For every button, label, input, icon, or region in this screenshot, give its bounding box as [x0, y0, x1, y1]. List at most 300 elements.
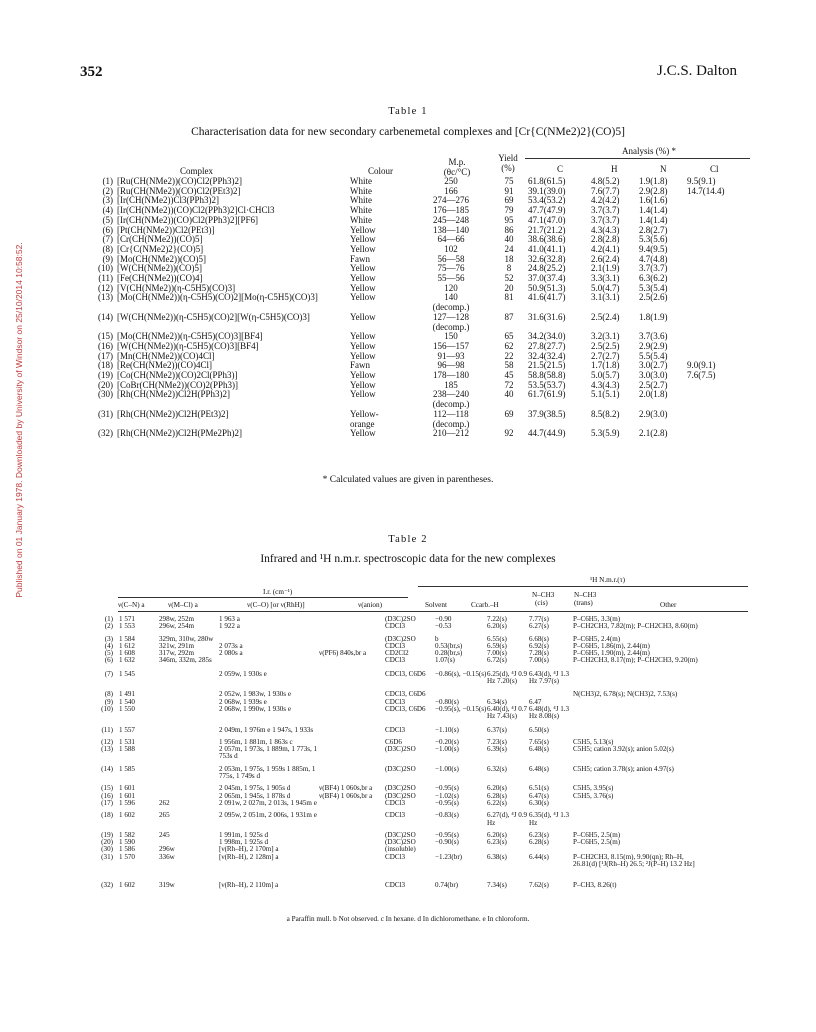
table2-cell-ot: [573, 699, 703, 706]
table1-cell-complex: [117, 410, 350, 429]
table1-cell-text: 3.2(3.1): [591, 331, 620, 342]
table2-cell-text: P–C6H5, 1.90(m), 2.44(m): [573, 649, 650, 658]
table2-cell-text: −0.90: [435, 615, 452, 623]
table1-cell-text: Yellow-: [350, 408, 379, 419]
table1-cell-text: 3.7(3.7): [639, 263, 668, 274]
table1-cell-text: 41.0(41.1): [528, 243, 566, 254]
table2-cell-text: 2 068w, 1 990w, 1 930s e: [219, 704, 291, 713]
nmr-header: ¹H N.m.r.(τ): [590, 576, 625, 584]
nch3-trans-header: N–CH3: [574, 591, 597, 599]
table1-cell-cl: [687, 264, 737, 274]
table1-cell-text: 20: [504, 282, 514, 293]
table1-cell-text: 7.6(7.7): [591, 185, 620, 196]
table2-cell-ot: [573, 623, 703, 630]
table2-cell-text: 7.00(s): [487, 649, 507, 658]
table2-cell-ot: [573, 746, 703, 761]
table2-cell-text: (D3C)2SO: [385, 615, 416, 623]
table1-cell-text: (6): [102, 224, 113, 235]
table1-cell-text: 53.4(53.2): [528, 195, 566, 206]
table1: [85, 177, 737, 439]
table2-row: [85, 807, 703, 827]
table2-cell-an: [319, 734, 385, 746]
table1-cell-mp: [412, 410, 490, 429]
table1-cell-cl: [687, 371, 737, 381]
n-header: N: [660, 164, 667, 174]
table2-cell-cn: [119, 761, 159, 781]
table1-cell-text: [Cr(CH(NMe2))(CO)5]: [117, 234, 203, 245]
table1-cell-text: 150: [444, 331, 458, 342]
table2-cell-co: [219, 665, 319, 686]
table1-cell-text: 41.6(41.7): [528, 292, 566, 303]
table1-cell-text: 22: [504, 350, 514, 361]
table2-cell-text: 6.39(s): [487, 745, 507, 754]
table1-cell-text: White: [350, 205, 372, 216]
table1-cell-text: (12): [98, 282, 113, 293]
table1-cell-text: 79: [504, 205, 514, 216]
table2-cell-text: 265: [159, 811, 170, 820]
table2-cell-cis: [487, 868, 529, 889]
table2-cell-an: [319, 657, 385, 664]
table1-cell-text: Yellow: [350, 263, 376, 274]
table1-row: [85, 313, 737, 332]
table2-cell-ch: [435, 854, 487, 869]
table2-cell-n: [85, 616, 119, 623]
table1-cell-text: (5): [102, 214, 113, 225]
table2-cell-sv: [385, 685, 435, 698]
table2-cell-text: 2 073s a: [219, 641, 243, 650]
table2-cell-text: 1 582: [119, 830, 135, 839]
table2-cell-ot: [573, 706, 703, 721]
table1-cell-cl: [687, 332, 737, 342]
table2-cell-text: 1 596: [119, 798, 135, 807]
table2-cell-text: 1 601: [119, 791, 135, 800]
table1-cell-text: 2.1(2.8): [639, 428, 668, 439]
table2-cell-n: [85, 665, 119, 686]
table1-cell-yield: [490, 410, 528, 429]
table1-cell-text: Yellow: [350, 350, 376, 361]
table2-cell-text: C5H5; cation 3.78(s); anion 4.97(s): [573, 764, 674, 773]
table2-cell-mcl: [159, 665, 219, 686]
mp-unit-header: (θc/°C): [443, 167, 471, 177]
table2-cell-cn: [119, 854, 159, 869]
table1-cell-mp: [412, 293, 490, 312]
table1-cell-c: [528, 429, 591, 439]
table2-cell-text: 6.30(s): [529, 798, 549, 807]
table1-cell-text: 245—248: [433, 214, 469, 225]
table2-cell-an: [319, 706, 385, 721]
table2-cell-ch: [435, 623, 487, 630]
table2-cell-n: [85, 761, 119, 781]
table2-cell-text: 1 571: [119, 615, 135, 623]
table2-cell-n: [85, 650, 119, 657]
table1-cell-text: (32): [98, 428, 113, 439]
page-number: 352: [80, 64, 103, 80]
table2-cell-text: 6.28(s): [529, 838, 549, 847]
table2-cell-text: −0.95(s): [435, 798, 459, 807]
table2-cell-text: (2): [104, 622, 113, 631]
mp-header: M.p.: [448, 157, 466, 167]
table1-cell-text: Yellow: [350, 311, 376, 322]
table2-cell-mcl: [159, 685, 219, 698]
table2-cell-tr: [529, 800, 573, 807]
table2-cell-text: 296w, 254m: [159, 622, 195, 631]
table1-cell-nv: [639, 410, 687, 429]
table1-cell-text: (4): [102, 205, 113, 216]
table1-cell-text: Yellow: [350, 379, 376, 390]
table2-cell-an: [319, 623, 385, 630]
table1-cell-text: 2.6(2.4): [591, 253, 620, 264]
table2-cell-text: 6.20(s): [487, 830, 507, 839]
table1-cell-cl: [687, 196, 737, 206]
analysis-header: Analysis (%) *: [622, 146, 676, 156]
table2-label: Table 2: [388, 534, 428, 545]
table1-cell-text: 156—157: [433, 340, 469, 351]
table2-cell-tr: [529, 854, 573, 869]
table2-cell-co: [219, 761, 319, 781]
vmcl-header: ν(M–Cl) a: [168, 601, 198, 609]
table2-cell-ch: [435, 761, 487, 781]
table2-cell-text: 6.92(s): [529, 641, 549, 650]
table2-cell-n: [85, 807, 119, 827]
table1-cell-text: 18: [504, 253, 514, 264]
table2-cell-text: CDCl3: [385, 641, 406, 650]
table1-cell-text: (20): [98, 379, 113, 390]
table1-cell-cl: [687, 187, 737, 197]
table1-cell-n: [85, 313, 117, 332]
vcn-header: ν(C–N) a: [118, 601, 145, 609]
table1-cell-note: orange: [350, 418, 375, 429]
yield-unit-header: (%): [501, 163, 515, 173]
table1-cell-text: 1.6(1.6): [639, 195, 668, 206]
table2-cell-text: (10): [101, 704, 113, 713]
table1-cell-h: [591, 429, 639, 439]
table1-cell-colour: [350, 410, 412, 429]
table2-cell-text: 2 080s a: [219, 649, 243, 658]
table2-cell-text: 1 553: [119, 622, 135, 631]
table1-cell-mp: [412, 313, 490, 332]
table1-cell-text: Fawn: [350, 360, 370, 371]
table1-cell-text: (3): [102, 195, 113, 206]
table2-cell-text: (20): [101, 838, 113, 847]
table1-cell-text: 75: [504, 176, 514, 186]
table2-cell-text: (17): [101, 798, 113, 807]
table1-cell-text: Yellow: [350, 234, 376, 245]
table2-cell-cn: [119, 706, 159, 721]
table2-cell-cn: [119, 807, 159, 827]
table1-cell-cl: [687, 255, 737, 265]
table2-cell-cn: [119, 665, 159, 686]
table1-cell-text: 47.7(47.9): [528, 205, 566, 216]
table1-cell-text: 102: [444, 243, 458, 254]
table2-cell-n: [85, 746, 119, 761]
table1-cell-text: Yellow: [350, 224, 376, 235]
table1-cell-text: 238—240: [433, 389, 469, 400]
table2-cell-text: 1 601: [119, 784, 135, 793]
table2-cell-text: C5H5, 3.76(s): [573, 791, 614, 800]
table2-cell-text: 245: [159, 830, 170, 839]
table2-cell-text: 7.34(s): [487, 881, 507, 890]
table1-cell-text: 92: [504, 428, 514, 439]
table2-cell-tr: [529, 868, 573, 889]
table1-cell-text: 7.6(7.5): [687, 370, 716, 381]
table2-cell-tr: [529, 623, 573, 630]
table2-cell-text: 1 632: [119, 656, 135, 665]
table2-cell-cis: [487, 854, 529, 869]
table1-cell-text: (13): [98, 292, 113, 303]
table1-row: [85, 390, 737, 409]
table1-cell-text: Yellow: [350, 331, 376, 342]
table1-cell-note: (decomp.): [432, 302, 470, 313]
table2-cell-text: −0.86(s), −0.15(s): [435, 669, 487, 678]
table2-cell-ot: [573, 868, 703, 889]
table1-cell-nv: [639, 293, 687, 312]
table2-cell-text: 6.23(s): [529, 830, 549, 839]
table1-cell-text: 4.7(4.8): [639, 253, 668, 264]
table1-cell-text: 3.1(3.1): [591, 292, 620, 303]
table1-cell-colour: [350, 313, 412, 332]
table2-cell-mcl: [159, 868, 219, 889]
table1-cell-text: 32.6(32.8): [528, 253, 566, 264]
table1-cell-text: 3.7(3.6): [639, 331, 668, 342]
table2-cell-text: 1 545: [119, 669, 135, 678]
table1-cell-complex: [117, 313, 350, 332]
table2-cell-an: [319, 846, 385, 853]
running-head: J.C.S. Dalton: [656, 63, 737, 79]
table1-cell-text: Yellow: [350, 292, 376, 303]
table2-cell-text: (30): [101, 845, 113, 854]
table2-cell-text: 6.48(s): [529, 745, 549, 754]
table2-cell-text: CDCl3, C6D6: [385, 704, 426, 713]
table2-cell-text: 6.47(s): [529, 791, 549, 800]
table2-cell-ch: [435, 706, 487, 721]
table1-cell-cl: [687, 293, 737, 312]
table2-cell-text: 6.22(s): [487, 798, 507, 807]
table2-cell-text: P–CH2CH3, 8.17(m); P–CH2CH3, 9.20(m): [573, 656, 698, 665]
table2-row: [85, 623, 703, 630]
table2-cell-co: [219, 800, 319, 807]
table2-cell-text: 6.35(d), ⁴J 1.3 Hz: [529, 811, 570, 827]
table1-cell-text: (1): [102, 176, 113, 186]
table2-cell-text: 1 550: [119, 704, 135, 713]
table1-cell-text: 58: [504, 360, 514, 371]
table1-cell-text: [Ir(CH(NMe2))Cl3(PPh3)2]: [117, 195, 219, 206]
table1-cell-text: White: [350, 195, 372, 206]
table2-cell-mcl: [159, 807, 219, 827]
table1-cell-text: 3.7(3.7): [591, 205, 620, 216]
table2-cell-text: 1 588: [119, 745, 135, 754]
table2-cell-an: [319, 685, 385, 698]
table2-cell-text: CDCl3, C6D6: [385, 690, 426, 699]
table1-cell-text: Yellow: [350, 243, 376, 254]
cl-header: Cl: [710, 164, 719, 174]
complex-header: Complex: [180, 166, 213, 176]
table2-cell-text: 6.40(d), ⁴J 0.7 Hz 7.43(s): [487, 704, 528, 721]
table1-cell-text: 40: [504, 234, 514, 245]
table1-cell-c: [528, 390, 591, 409]
table2-cell-cis: [487, 706, 529, 721]
table1-cell-cl: [687, 390, 737, 409]
table1-cell-text: 2.5(2.6): [639, 292, 668, 303]
table1-cell-text: 5.3(5.6): [639, 234, 668, 245]
table2-cell-sv: [385, 800, 435, 807]
table2-cell-sv: [385, 807, 435, 827]
table1-cell-h: [591, 293, 639, 312]
table2-header-rule: [118, 611, 748, 612]
table1-cell-text: 91: [504, 185, 514, 196]
table2-cell-text: ν(PF6) 840s,br a: [319, 649, 367, 658]
table2-cell-n: [85, 800, 119, 807]
table2-row: [85, 665, 703, 686]
table1-cell-text: 2.9(2.9): [639, 340, 668, 351]
table2-cell-co: [219, 868, 319, 889]
table2-cell-text: 1 586: [119, 845, 135, 854]
table2-cell-text: 0.28(br,s): [435, 649, 463, 658]
table2-cell-text: 2 049m, 1 976m e 1 947s, 1 933s: [219, 725, 314, 734]
table2-cell-text: 6.48(d), ⁴J 1.3 Hz 8.08(s): [529, 704, 570, 721]
table2-cell-text: 2 095w, 2 051m, 2 006s, 1 931m e: [219, 811, 317, 820]
table2-cell-an: [319, 616, 385, 623]
table1-cell-text: Yellow: [350, 273, 376, 284]
table2-cell-text: (D3C)2SO: [385, 745, 416, 754]
table2-cell-text: 321w, 291m: [159, 641, 195, 650]
table2-cell-ch: [435, 868, 487, 889]
table2-cell-text: CDCl3: [385, 656, 406, 665]
analysis-rule: [525, 158, 750, 159]
table2-cell-text: 1 557: [119, 725, 135, 734]
table2-cell-sv: [385, 623, 435, 630]
table1-cell-text: 9.0(9.1): [687, 360, 716, 371]
table1-cell-text: 31.6(31.6): [528, 311, 566, 322]
table2-cell-text: 262: [159, 798, 170, 807]
table2-cell-text: C5H5; cation 3.92(s); anion 5.02(s): [573, 745, 674, 754]
table1-cell-text: 52: [504, 273, 514, 284]
table2-cell-text: (1): [104, 615, 113, 623]
table1-cell-text: (10): [98, 263, 113, 274]
table1-cell-text: [Pt(CH(NMe2))Cl2(PEt3)]: [117, 224, 215, 235]
table1-caption: Characterisation data for new secondary carbenemetal complexes and [Cr{C(NMe2)2}(CO)5]: [191, 126, 625, 138]
table1-cell-cl: [687, 235, 737, 245]
table1-cell-text: 69: [504, 195, 514, 206]
table2-cell-text: CDCl3: [385, 798, 406, 807]
table2-cell-text: (15): [101, 784, 113, 793]
table1-cell-text: 127—128: [433, 311, 469, 322]
table1-cell-text: 45: [504, 370, 514, 381]
table1-cell-text: (2): [102, 185, 113, 196]
table2-cell-text: (11): [101, 725, 113, 734]
table2-cell-text: P–C6H5, 2.5(m): [573, 838, 621, 847]
table2-cell-text: 2 091w, 2 027m, 2 013s, 1 945m e: [219, 798, 317, 807]
table2-cell-text: 296w: [159, 845, 175, 854]
table2-cell-text: CDCl3: [385, 725, 406, 734]
table2-cell-text: 1.07(s): [435, 656, 455, 665]
table2-cell-text: ν(BF4) 1 060s,br a: [319, 784, 373, 793]
table2-cell-text: 1 602: [119, 811, 135, 820]
table2-cell-sv: [385, 665, 435, 686]
table1-cell-text: 3.7(3.7): [591, 214, 620, 225]
table2-cell-ot: [573, 761, 703, 781]
table1-cell-text: (9): [102, 253, 113, 264]
table2-cell-text: 1 540: [119, 697, 135, 706]
table2-cell-co: [219, 650, 319, 657]
table2-cell-text: (31): [101, 852, 113, 861]
table2-cell-text: 2 065m, 1 945s, 1 878s d: [219, 791, 291, 800]
table1-cell-text: 5.1(5.1): [591, 389, 620, 400]
table1-cell-text: 61.7(61.9): [528, 389, 566, 400]
table2-cell-text: 6.68(s): [529, 634, 549, 643]
table2-cell-co: [219, 706, 319, 721]
table2-cell-cn: [119, 721, 159, 734]
table2-caption: Infrared and ¹H n.m.r. spectroscopic data for the new complexes: [260, 553, 556, 565]
table1-cell-h: [591, 410, 639, 429]
table1-cell-text: [Rh(CH(NMe2))Cl2H(PEt3)2]: [117, 408, 229, 419]
table2-cell-an: [319, 827, 385, 839]
table2-row: [85, 657, 703, 664]
table1-cell-text: [W(CH(NMe2))(CO)5]: [117, 263, 202, 274]
table2-cell-text: 6.38(s): [487, 852, 507, 861]
table2-cell-mcl: [159, 706, 219, 721]
table2-cell-mcl: [159, 746, 219, 761]
table2-row: [85, 854, 703, 869]
table2-cell-text: (16): [101, 791, 113, 800]
table1-cell-text: 185: [444, 379, 458, 390]
cis-header: (cis): [535, 599, 548, 607]
table2-cell-text: 6.50(s): [529, 725, 549, 734]
table2-cell-mcl: [159, 721, 219, 734]
table2-cell-ch: [435, 839, 487, 846]
table2-footnotes: a Paraffin mull. b Not observed. c In hexane. d In dichloromethane. e In chloroform.: [286, 915, 530, 923]
table2-cell-text: 6.48(s): [529, 764, 549, 773]
table2-cell-tr: [529, 721, 573, 734]
table2-cell-co: [219, 685, 319, 698]
table2-cell-text: 1 491: [119, 690, 135, 699]
table2-cell-text: ν(BF4) 1 060s,br a: [319, 791, 373, 800]
table2-cell-text: C6D6: [385, 737, 402, 746]
table1-cell-text: 55—56: [437, 273, 465, 284]
table2-cell-an: [319, 854, 385, 869]
table1-cell-text: (14): [98, 311, 113, 322]
table1-cell-text: 2.7(2.7): [591, 350, 620, 361]
table1-cell-text: 2.0(1.8): [639, 389, 668, 400]
table1-cell-text: 24: [504, 243, 514, 254]
table1-cell-text: 37.0(37.4): [528, 273, 566, 284]
table2-cell-cis: [487, 746, 529, 761]
table2-cell-text: CDCl3: [385, 852, 406, 861]
table1-cell-text: 65: [504, 331, 514, 342]
table2-cell-ch: [435, 685, 487, 698]
ir-header: I.r. (cm⁻¹): [263, 588, 293, 596]
table2-cell-sv: [385, 854, 435, 869]
table2-cell-text: 2 057m, 1 973s, 1 889m, 1 773s, 1 753s d: [219, 745, 318, 761]
table1-cell-text: 4.2(4.2): [591, 195, 620, 206]
table1-cell-text: [Fe(CH(NMe2))(CO)4]: [117, 273, 203, 284]
table2-cell-text: 1 963 a: [219, 615, 240, 623]
table1-cell-text: 1.9(1.8): [639, 176, 668, 186]
table1-footnote: * Calculated values are given in parentheses.: [322, 475, 494, 485]
table1-cell-text: 4.2(4.1): [591, 243, 620, 254]
table2-cell-cn: [119, 868, 159, 889]
table1-cell-colour: [350, 293, 412, 312]
table1-cell-text: (15): [98, 331, 113, 342]
table2-cell-text: 0.53(br,s): [435, 641, 463, 650]
table1-cell-text: 24.8(25.2): [528, 263, 566, 274]
table2-cell-cis: [487, 657, 529, 664]
table2-cell-text: 1 998m, 1 925s d: [219, 838, 269, 847]
table2-cell-text: 319w: [159, 881, 175, 890]
table2-cell-sv: [385, 746, 435, 761]
table2-cell-text: (6): [104, 656, 113, 665]
table1-cell-c: [528, 313, 591, 332]
table2-cell-text: (18): [101, 811, 113, 820]
